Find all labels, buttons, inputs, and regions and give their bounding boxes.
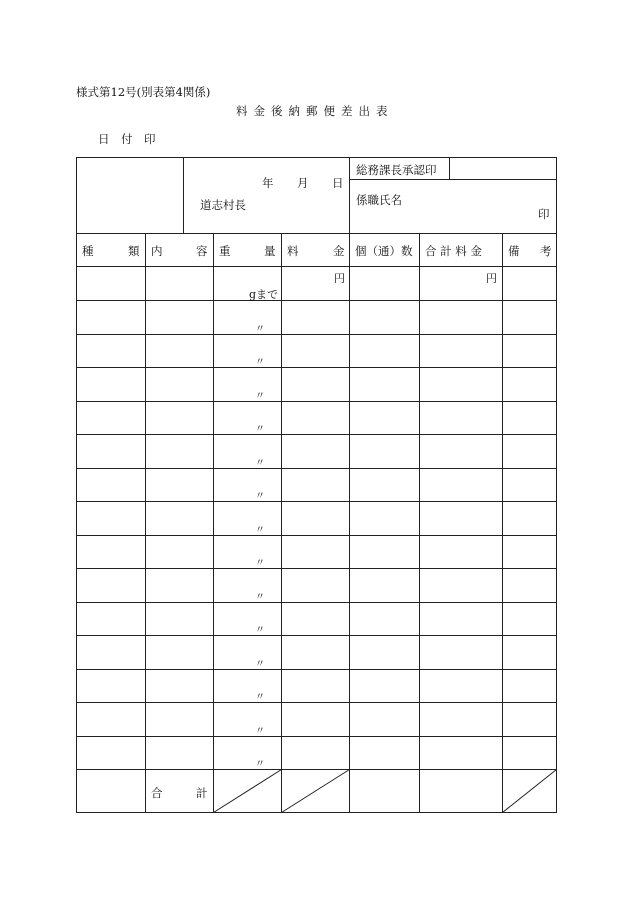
month-label: 月	[297, 176, 309, 190]
ditto-mark: 〃	[255, 491, 265, 502]
weight-total-diagonal	[214, 770, 282, 813]
seal-mark: 印	[538, 207, 550, 221]
col-weight-b: 量	[264, 244, 276, 258]
ditto-mark: 〃	[255, 458, 265, 469]
day-label: 日	[332, 176, 344, 190]
ditto-mark: 〃	[255, 391, 265, 402]
ditto-mark: 〃	[255, 759, 265, 770]
col-content-a: 内	[151, 244, 163, 258]
ditto-mark: 〃	[255, 659, 265, 670]
col-type-b: 類	[128, 244, 140, 258]
col-weight-a: 重	[219, 244, 231, 258]
col-fee-b: 金	[333, 244, 345, 258]
year-label: 年	[262, 176, 274, 190]
weight-unit: gまで	[249, 288, 279, 301]
col-fee-a: 料	[287, 244, 299, 258]
fee-total-diagonal	[282, 770, 350, 813]
staff-name-label: 係職氏名	[356, 193, 402, 207]
ditto-mark: 〃	[255, 357, 265, 368]
total-label-a: 合	[151, 786, 163, 800]
ditto-mark: 〃	[255, 625, 265, 636]
date-stamp-label: 日 付 印	[98, 132, 156, 146]
total-yen-unit: 円	[486, 272, 497, 285]
ditto-mark: 〃	[255, 525, 265, 536]
ditto-mark: 〃	[255, 592, 265, 603]
col-remarks-a: 備	[508, 244, 520, 258]
form-title: 料金後納郵便差出表	[236, 104, 394, 118]
fee-yen-unit: 円	[334, 272, 345, 285]
col-total-fee: 合 計 料 金	[425, 244, 482, 258]
ditto-mark: 〃	[255, 726, 265, 737]
addressee: 道志村長	[200, 198, 246, 212]
remarks-total-diagonal	[503, 770, 557, 813]
total-label-b: 計	[196, 786, 208, 800]
form-number: 様式第12号(別表第4関係)	[76, 85, 211, 99]
col-content-b: 容	[196, 244, 208, 258]
ditto-mark: 〃	[255, 424, 265, 435]
col-type-a: 種	[82, 244, 94, 258]
col-remarks-b: 考	[540, 244, 552, 258]
approval-label: 総務課長承認印	[356, 163, 437, 177]
ditto-mark: 〃	[255, 324, 265, 335]
ditto-mark: 〃	[255, 692, 265, 703]
col-count: 個（通）数	[355, 244, 413, 258]
ditto-mark: 〃	[255, 558, 265, 569]
